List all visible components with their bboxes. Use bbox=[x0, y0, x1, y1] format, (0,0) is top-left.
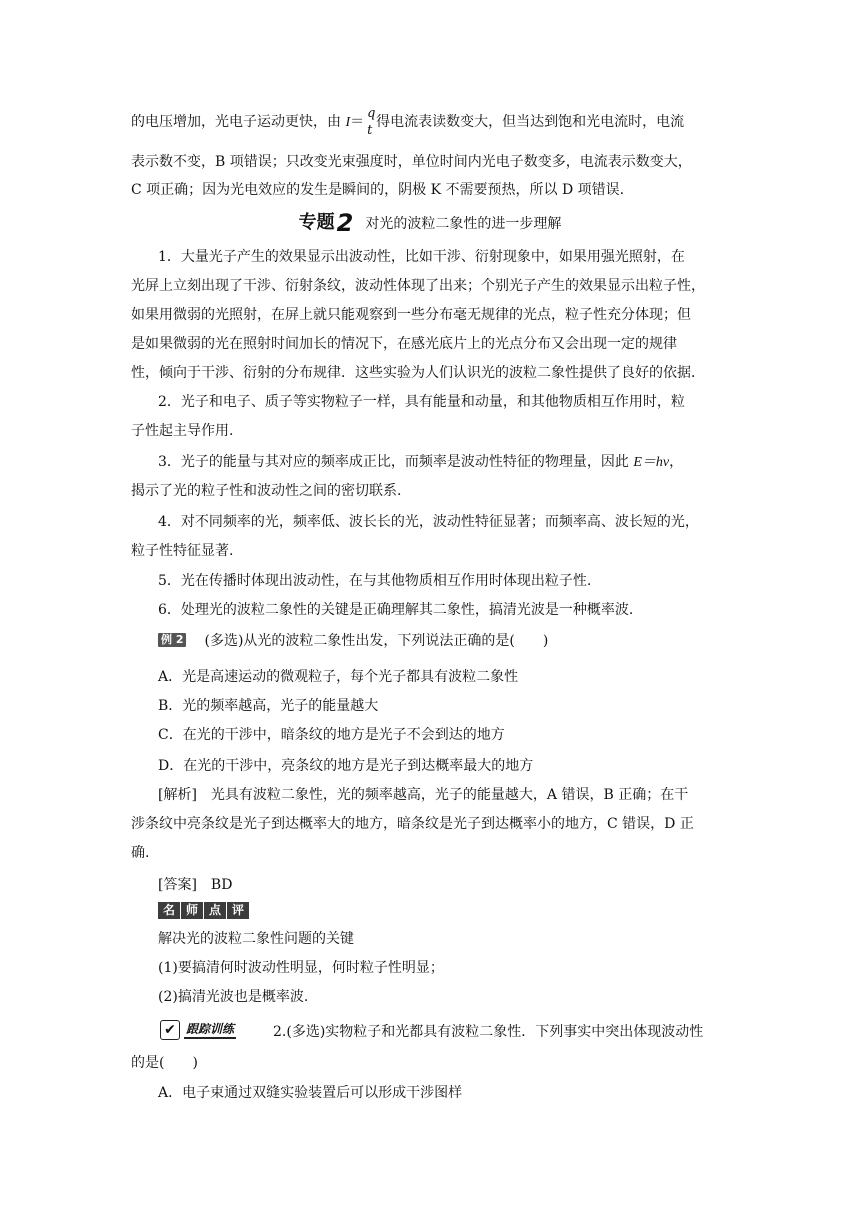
analysis-line: 确. bbox=[131, 845, 150, 861]
point-1-line: 光屏上立刻出现了干涉、衍射条纹，波动性体现了出来；个别光子产生的效果显示出粒子性， bbox=[131, 278, 705, 294]
point-1-line: 如果用微弱的光照射，在屏上就只能观察到一些分布毫无规律的光点，粒子性充分体现；但 bbox=[131, 307, 691, 323]
topic-heading: 专题2 对光的波粒二象性的进一步理解 bbox=[298, 209, 562, 237]
answer-line: [答案] BD bbox=[158, 877, 233, 893]
point-1-line: 性，倾向于干涉、衍射的分布规律．这些实验为人们认识光的波粒二象性提供了良好的依据． bbox=[131, 365, 705, 381]
intro-line-2: 表示数不变，B 项错误；只改变光束强度时，单位时间内光电子数变多，电流表示数变大， bbox=[131, 154, 692, 170]
comment-item: (1)要搞清何时波动性明显，何时粒子性明显； bbox=[158, 960, 444, 976]
point-4-line: 粒子性特征显著. bbox=[131, 543, 234, 559]
analysis-line: 涉条纹中亮条纹是光子到达概率大的地方，暗条纹是光子到达概率小的地方，C 错误，D 正 bbox=[131, 816, 694, 832]
comment-heading: 解决光的波粒二象性问题的关键 bbox=[158, 931, 354, 947]
intro-line-3: C 项正确；因为光电效应的发生是瞬间的，阴极 K 不需要预热，所以 D 项错误. bbox=[131, 182, 625, 198]
option-d: D．在光的干涉中，亮条纹的地方是光子到达概率最大的地方 bbox=[158, 758, 534, 774]
teacher-comment-badge: 名 师 点 评 bbox=[158, 902, 249, 919]
point-1-line: 1．大量光子产生的效果显示出波动性，比如干涉、衍射现象中，如果用强光照射，在 bbox=[158, 249, 685, 265]
point-5-line: 5．光在传播时体现出波动性，在与其他物质相互作用时体现出粒子性. bbox=[158, 573, 592, 589]
point-1-line: 是如果微弱的光在照射时间加长的情况下，在感光底片上的光点分布又会出现一定的规律 bbox=[131, 336, 677, 352]
point-4-line: 4．对不同频率的光，频率低、波长长的光，波动性特征显著；而频率高、波长短的光， bbox=[158, 514, 699, 530]
option-b: B．光的频率越高，光子的能量越大 bbox=[158, 698, 379, 714]
point-6-line: 6．处理光的波粒二象性的关键是正确理解其二象性，搞清光波是一种概率波. bbox=[158, 602, 634, 618]
point-2-line: 2．光子和电子、质子等实物粒子一样，具有能量和动量，和其他物质相互作用时，粒 bbox=[158, 394, 685, 410]
example-question: 例 2 (多选)从光的波粒二象性出发，下列说法正确的是( ) bbox=[158, 631, 548, 651]
practice-badge: ✔ 跟踪训练 bbox=[160, 1020, 258, 1040]
practice-question: 的是( ) bbox=[131, 1055, 198, 1071]
point-3-line: 揭示了光的粒子性和波动性之间的密切联系. bbox=[131, 483, 402, 499]
check-icon: ✔ bbox=[160, 1020, 180, 1040]
option-c: C．在光的干涉中，暗条纹的地方是光子不会到达的地方 bbox=[158, 727, 505, 743]
point-3-line: 3．光子的能量与其对应的频率成正比，而频率是波动性特征的物理量，因此 E＝hν， bbox=[158, 454, 684, 470]
fraction-q-over-t: q t bbox=[367, 106, 376, 138]
intro-line-1: 的电压增加，光电子运动更快，由 I＝ q t 得电流表读数变大，但当达到饱和光电流时，电流 bbox=[131, 106, 685, 138]
option-a: A．光是高速运动的微观粒子，每个光子都具有波粒二象性 bbox=[158, 669, 519, 685]
analysis-line: [解析] 光具有波粒二象性，光的频率越高，光子的能量越大，A 错误，B 正确；在干 bbox=[158, 787, 689, 803]
topic-title: 对光的波粒二象性的进一步理解 bbox=[365, 216, 562, 232]
example-badge: 例 2 bbox=[158, 633, 186, 647]
energy-equation: E＝hν bbox=[633, 455, 670, 470]
practice-question: 2.(多选)实物粒子和光都具有波粒二象性．下列事实中突出体现波动性 bbox=[273, 1024, 704, 1040]
comment-item: (2)搞清光波也是概率波. bbox=[158, 989, 309, 1005]
practice-option-a: A．电子束通过双缝实验装置后可以形成干涉图样 bbox=[158, 1085, 463, 1101]
point-2-line: 子性起主导作用. bbox=[131, 423, 234, 439]
